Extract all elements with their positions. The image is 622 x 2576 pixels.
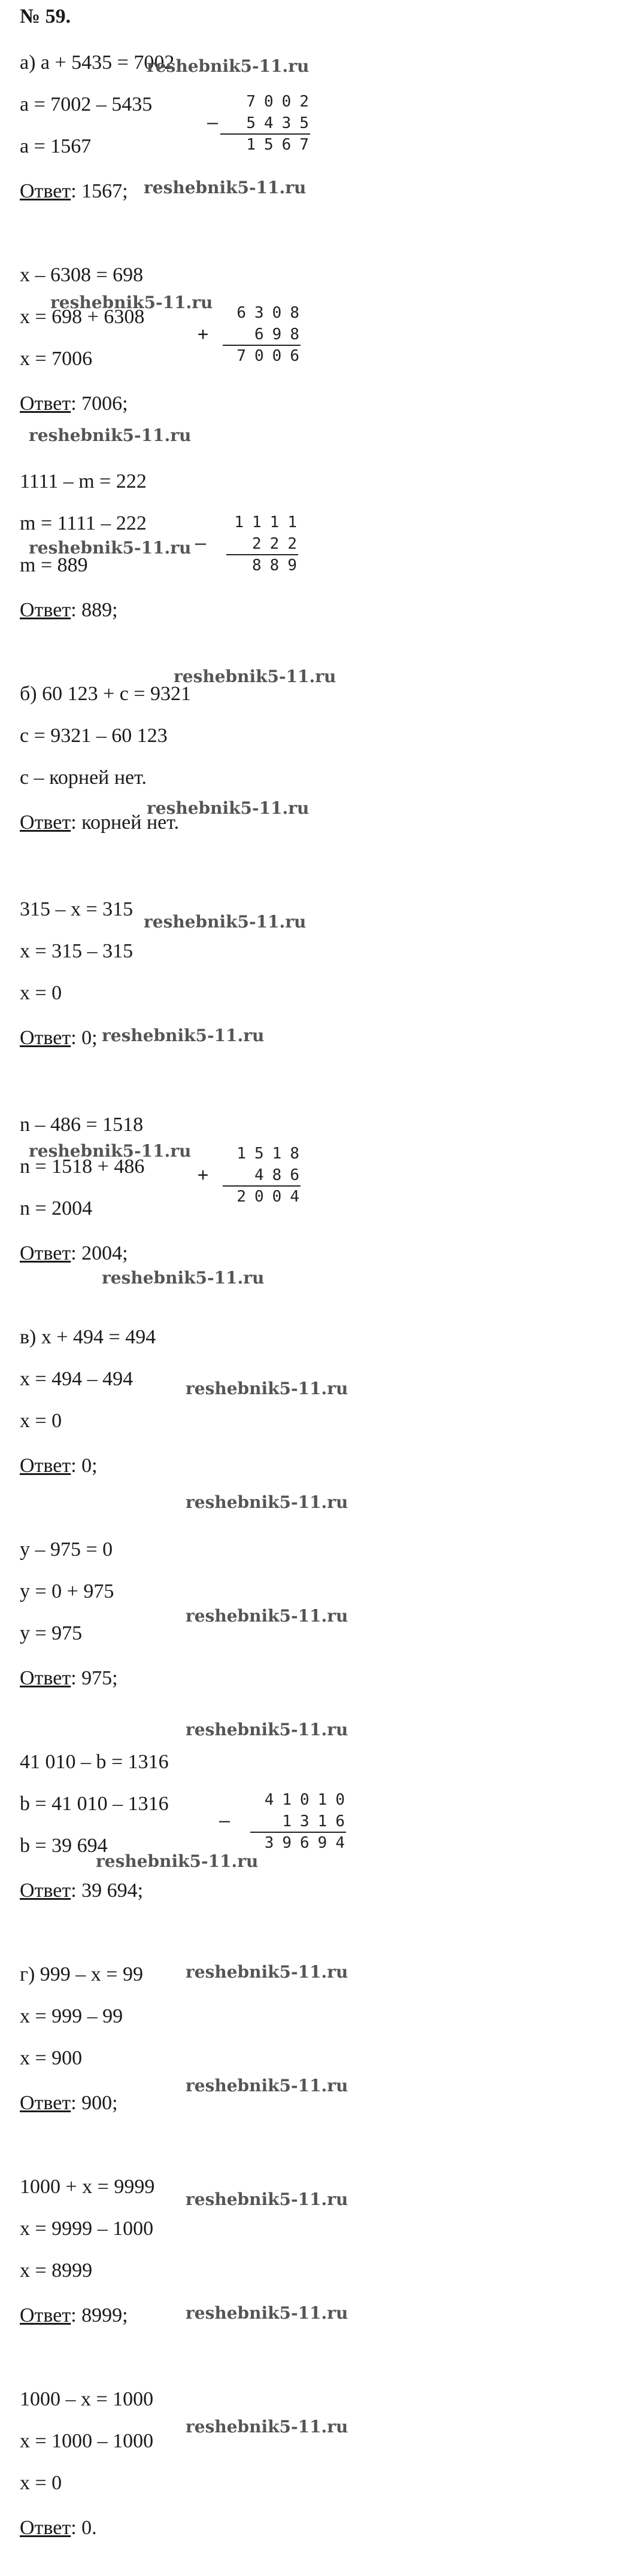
answer-line <box>20 1242 128 1266</box>
answer-label: Ответ <box>20 393 71 415</box>
equation-line: б) 60 123 + c = 9321 <box>20 683 192 705</box>
equation-line: а) a + 5435 = 7002 <box>20 51 175 74</box>
answer-value: : 2004; <box>71 1242 128 1264</box>
answer-line <box>20 1454 98 1478</box>
column-calculation <box>219 1789 353 1854</box>
equation-line: x = 7006 <box>20 348 93 370</box>
answer-value: : 0. <box>71 2517 97 2539</box>
answer-label: Ответ <box>20 2517 71 2539</box>
column-bar <box>226 554 298 555</box>
answer-label: Ответ <box>20 1455 71 1477</box>
watermark: reshebnik5-11.ru <box>96 1851 259 1871</box>
equation-line: 1000 – x = 1000 <box>20 2388 154 2410</box>
column-result: 7006 <box>236 347 308 365</box>
watermark: reshebnik5-11.ru <box>147 798 310 818</box>
equation-line: x = 999 – 99 <box>20 2005 123 2027</box>
column-top: 1111 <box>234 513 305 531</box>
operation-sign: – <box>219 1811 230 1832</box>
equation-line: 41 010 – b = 1316 <box>20 1751 169 1773</box>
watermark: reshebnik5-11.ru <box>29 1141 192 1161</box>
column-result: 2004 <box>236 1188 308 1206</box>
watermark: reshebnik5-11.ru <box>186 1606 348 1626</box>
equation-line: x = 0 <box>20 982 62 1004</box>
watermark: reshebnik5-11.ru <box>29 425 192 445</box>
answer-line <box>20 1026 98 1050</box>
equation-line: x = 315 – 315 <box>20 940 133 962</box>
equation-line: n = 1518 + 486 <box>20 1155 145 1178</box>
equation-line: x = 9999 – 1000 <box>20 2218 154 2240</box>
equation-line: c = 9321 – 60 123 <box>20 725 168 747</box>
watermark: reshebnik5-11.ru <box>186 2189 348 2209</box>
answer-value: : корней нет. <box>71 811 180 834</box>
equation-line: b = 39 694 <box>20 1835 108 1857</box>
answer-value: : 0; <box>71 1455 98 1477</box>
answer-label: Ответ <box>20 1879 71 1902</box>
watermark: reshebnik5-11.ru <box>50 293 213 312</box>
answer-label: Ответ <box>20 2304 71 2326</box>
answer-line <box>20 180 128 203</box>
watermark: reshebnik5-11.ru <box>144 912 307 932</box>
problem-title: № 59. <box>20 5 71 28</box>
equation-line: 315 – x = 315 <box>20 898 133 920</box>
answer-value: : 7006; <box>71 393 128 415</box>
watermark: reshebnik5-11.ru <box>29 538 192 558</box>
equation-line: a = 1567 <box>20 135 92 157</box>
watermark: reshebnik5-11.ru <box>186 2076 348 2096</box>
watermark: reshebnik5-11.ru <box>186 1962 348 1982</box>
watermark: reshebnik5-11.ru <box>186 2303 348 2323</box>
equation-line: в) x + 494 = 494 <box>20 1326 156 1348</box>
column-bar <box>223 1185 301 1187</box>
equation-line: x = 494 – 494 <box>20 1368 133 1390</box>
answer-line <box>20 1666 118 1690</box>
column-bar <box>250 1832 346 1833</box>
answer-value: : 0; <box>71 1027 98 1049</box>
answer-value: : 1567; <box>71 180 128 202</box>
answer-label: Ответ <box>20 2092 71 2114</box>
watermark: reshebnik5-11.ru <box>186 1379 348 1398</box>
equation-line: x – 6308 = 698 <box>20 264 144 286</box>
watermark: reshebnik5-11.ru <box>144 178 307 197</box>
answer-line <box>20 2516 97 2540</box>
answer-line <box>20 598 118 622</box>
watermark: reshebnik5-11.ru <box>186 1492 348 1512</box>
column-mid: 222 <box>252 535 305 553</box>
column-result: 39694 <box>264 1834 353 1852</box>
column-top: 1518 <box>236 1145 308 1163</box>
equation-line: y = 0 + 975 <box>20 1580 114 1602</box>
equation-line: m = 889 <box>20 554 88 576</box>
answer-line <box>20 392 128 416</box>
answer-label: Ответ <box>20 1027 71 1049</box>
answer-value: : 975; <box>71 1667 118 1689</box>
column-mid: 1316 <box>282 1812 353 1830</box>
watermark: reshebnik5-11.ru <box>186 1720 348 1739</box>
answer-value: : 889; <box>71 599 118 621</box>
equation-line: x = 900 <box>20 2047 83 2069</box>
equation-line: г) 999 – x = 99 <box>20 1963 143 1985</box>
equation-line: y = 975 <box>20 1622 83 1644</box>
equation-line: b = 41 010 – 1316 <box>20 1793 169 1815</box>
equation-line: c – корней нет. <box>20 767 147 789</box>
operation-sign: + <box>198 324 209 345</box>
column-top: 41010 <box>264 1791 353 1809</box>
answer-label: Ответ <box>20 180 71 202</box>
answer-value: : 900; <box>71 2092 118 2114</box>
column-calculation <box>198 302 308 367</box>
operation-sign: + <box>198 1164 209 1185</box>
answer-value: : 8999; <box>71 2304 128 2326</box>
column-top: 6308 <box>236 304 308 322</box>
column-mid: 5435 <box>246 114 317 132</box>
column-calculation <box>207 91 317 156</box>
equation-line: y – 975 = 0 <box>20 1538 113 1561</box>
operation-sign: – <box>207 112 219 133</box>
watermark: reshebnik5-11.ru <box>147 56 310 76</box>
column-bar <box>220 133 310 135</box>
equation-line: 1111 – m = 222 <box>20 470 147 492</box>
equation-line: n = 2004 <box>20 1197 93 1219</box>
equation-line: x = 698 + 6308 <box>20 306 145 328</box>
equation-line: a = 7002 – 5435 <box>20 93 153 115</box>
answer-line <box>20 1879 143 1903</box>
column-calculation <box>195 512 305 576</box>
equation-line: x = 0 <box>20 1410 62 1432</box>
column-calculation <box>198 1143 308 1208</box>
column-mid: 486 <box>254 1166 308 1184</box>
answer-value: : 39 694; <box>71 1879 144 1902</box>
watermark: reshebnik5-11.ru <box>174 667 336 686</box>
column-top: 7002 <box>246 93 317 111</box>
answer-label: Ответ <box>20 1667 71 1689</box>
watermark: reshebnik5-11.ru <box>186 2417 348 2437</box>
column-result: 889 <box>252 556 305 574</box>
equation-line: x = 0 <box>20 2472 62 2494</box>
operation-sign: – <box>195 533 207 554</box>
answer-line <box>20 2091 118 2115</box>
answer-label: Ответ <box>20 599 71 621</box>
equation-line: x = 8999 <box>20 2259 93 2282</box>
equation-line: m = 1111 – 222 <box>20 512 147 534</box>
equation-line: n – 486 = 1518 <box>20 1114 144 1136</box>
column-result: 1567 <box>246 136 317 154</box>
answer-line <box>20 2304 128 2328</box>
column-mid: 698 <box>254 326 308 343</box>
equation-line: x = 1000 – 1000 <box>20 2430 154 2452</box>
answer-label: Ответ <box>20 1242 71 1264</box>
answer-label: Ответ <box>20 811 71 834</box>
column-bar <box>223 345 301 346</box>
equation-line: 1000 + x = 9999 <box>20 2176 155 2198</box>
watermark: reshebnik5-11.ru <box>102 1026 265 1045</box>
watermark: reshebnik5-11.ru <box>102 1268 265 1288</box>
